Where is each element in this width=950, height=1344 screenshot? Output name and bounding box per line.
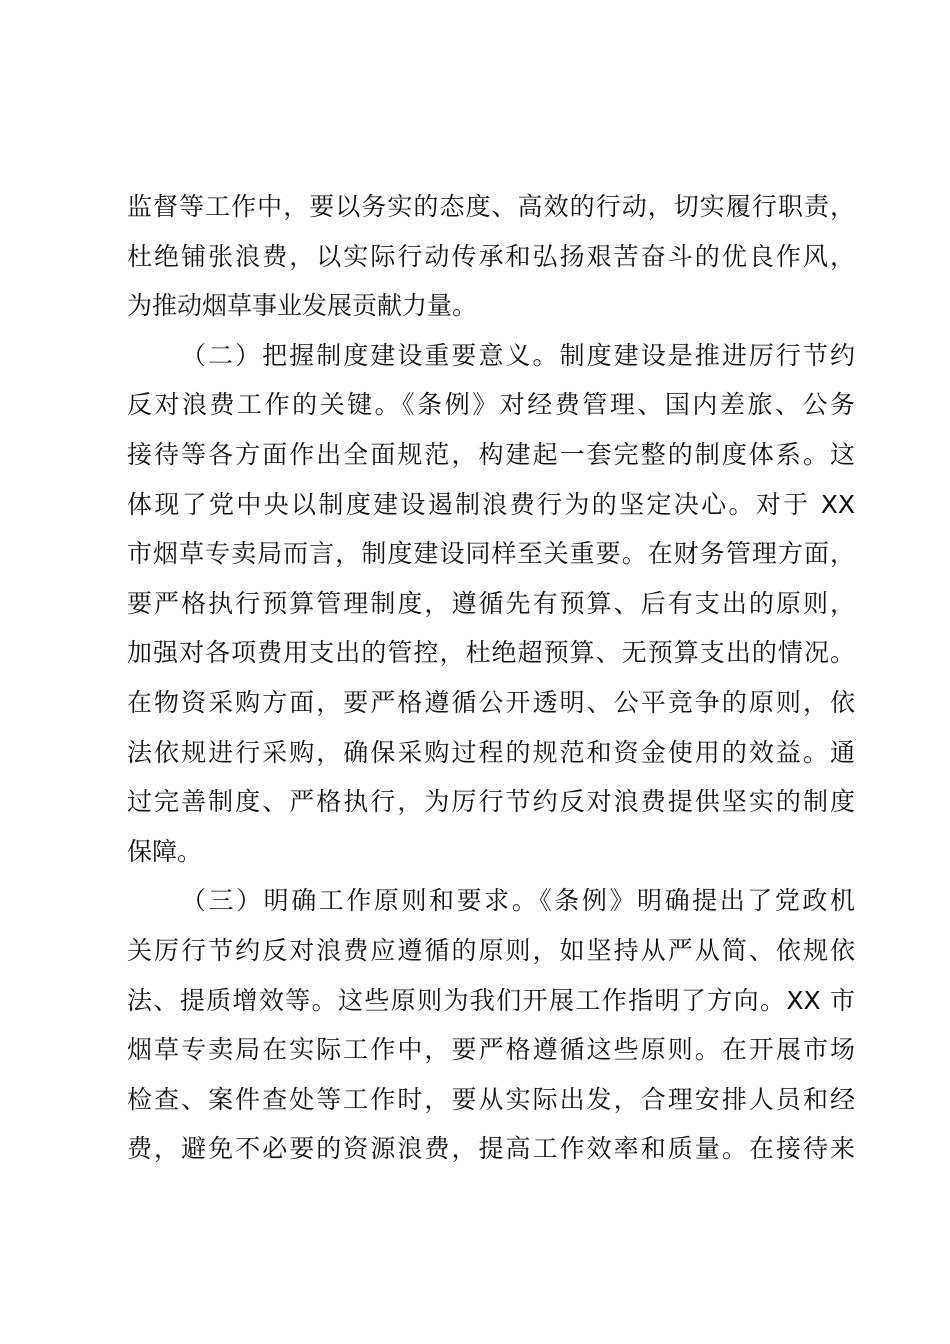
text-line: 加强对各项费用支出的管控，杜绝超预算、无预算支出的情况。 <box>127 638 855 668</box>
text-line: 杜绝铺张浪费，以实际行动传承和弘扬艰苦奋斗的优良作风， <box>127 241 855 271</box>
text-line: 过完善制度、严格执行，为厉行节约反对浪费提供坚实的制度 <box>127 787 855 817</box>
text-line: 体现了党中央以制度建设遏制浪费行为的坚定决心。对于 XX <box>127 489 855 519</box>
text-line: 反对浪费工作的关键。《条例》对经费管理、国内差旅、公务 <box>127 390 855 420</box>
text-line: 为推动烟草事业发展贡献力量。 <box>127 291 478 321</box>
section-heading-line: （三）明确工作原则和要求。《条例》明确提出了党政机 <box>181 886 855 916</box>
section-heading-line: （二）把握制度建设重要意义。制度建设是推进厉行节约 <box>181 340 855 370</box>
body-text <box>127 182 855 1174</box>
text-line: 在物资采购方面，要严格遵循公开透明、公平竞争的原则，依 <box>127 687 855 717</box>
text-line: 监督等工作中，要以务实的态度、高效的行动，切实履行职责， <box>127 192 855 221</box>
text-line: 法、提质增效等。这些原则为我们开展工作指明了方向。XX 市 <box>127 985 855 1015</box>
text-line: 关厉行节约反对浪费应遵循的原则，如坚持从严从简、依规依 <box>127 935 855 965</box>
text-line: 接待等各方面作出全面规范，构建起一套完整的制度体系。这 <box>127 439 855 469</box>
text-line: 要严格执行预算管理制度，遵循先有预算、后有支出的原则， <box>127 588 855 618</box>
text-line: 费，避免不必要的资源浪费，提高工作效率和质量。在接待来 <box>127 1134 855 1164</box>
text-line: 保障。 <box>127 836 203 866</box>
text-line: 烟草专卖局在实际工作中，要严格遵循这些原则。在开展市场 <box>127 1035 855 1065</box>
text-line: 市烟草专卖局而言，制度建设同样至关重要。在财务管理方面， <box>127 539 855 569</box>
text-line: 法依规进行采购，确保采购过程的规范和资金使用的效益。通 <box>127 737 855 767</box>
text-line: 检查、案件查处等工作时，要从实际出发，合理安排人员和经 <box>127 1084 855 1114</box>
